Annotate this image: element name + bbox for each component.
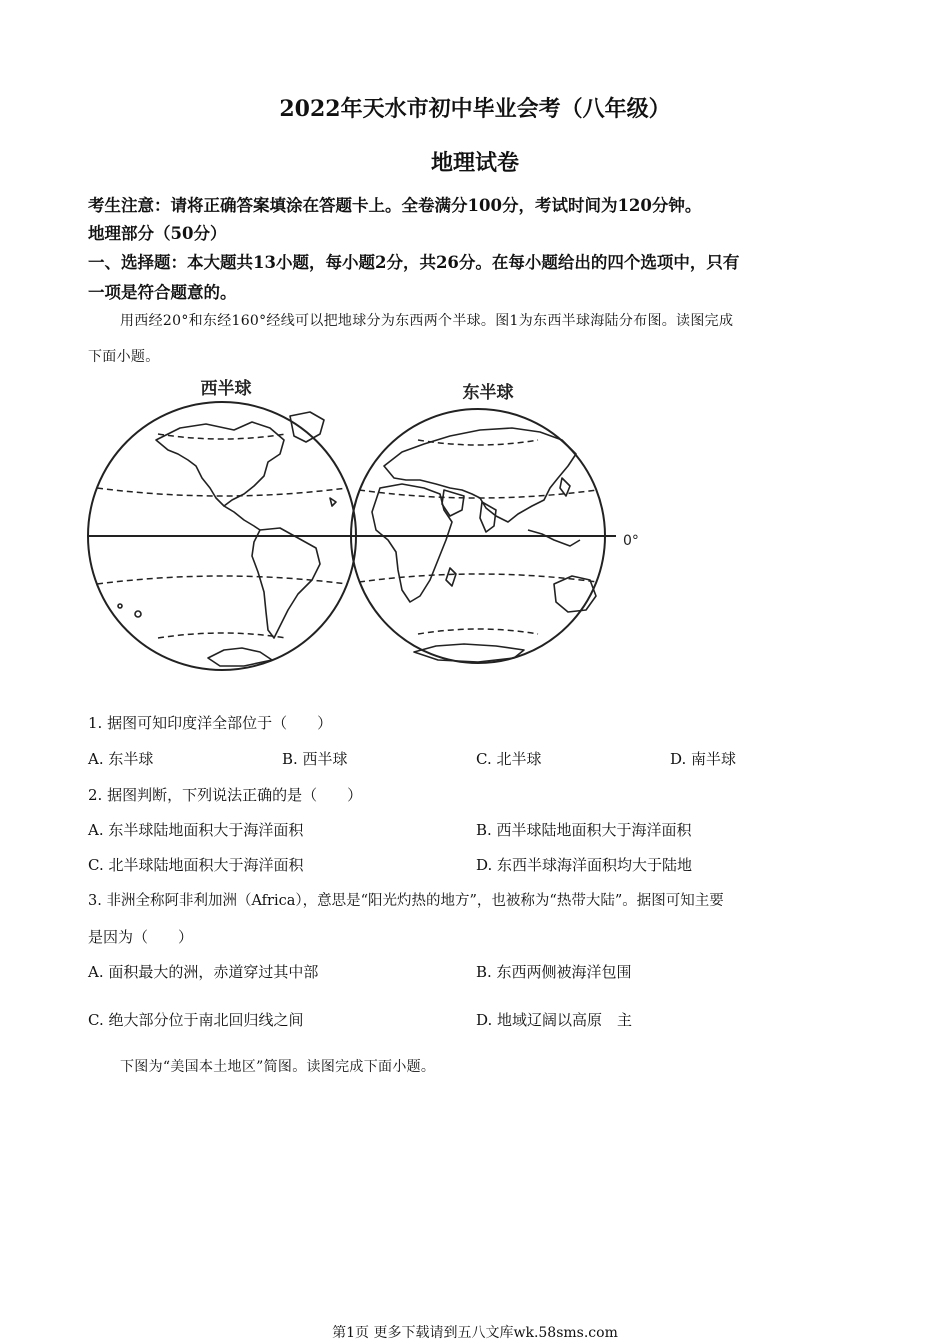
question-2-option-d[interactable]: D. 东西半球海洋面积均大于陆地	[476, 856, 693, 874]
exam-title: 2022年天水市初中毕业会考（八年级）	[279, 96, 671, 122]
question-1-stem: 1. 据图可知印度洋全部位于（ ）	[88, 714, 333, 732]
west-hemisphere-label: 西半球	[200, 379, 252, 399]
page-footer: 第1页 更多下载请到五八文库wk.58sms.com	[332, 1325, 618, 1341]
intro2-line: 下图为“美国本土地区”简图。读图完成下面小题。	[120, 1059, 436, 1075]
question-3-stem-line2: 是因为（ ）	[88, 928, 194, 946]
question-2-option-b[interactable]: B. 西半球陆地面积大于海洋面积	[476, 821, 692, 839]
question-2-option-a[interactable]: A. 东半球陆地面积大于海洋面积	[88, 821, 304, 839]
exam-subtitle: 地理试卷	[430, 150, 519, 176]
intro1-line1: 用西经20°和东经160°经线可以把地球分为东西两个半球。图1为东西半球海陆分布图。读图完成	[120, 313, 734, 329]
question-1-option-d[interactable]: D. 南半球	[670, 750, 737, 768]
question-1-option-c[interactable]: C. 北半球	[476, 750, 542, 768]
question-3-option-a[interactable]: A. 面积最大的洲，赤道穿过其中部	[88, 963, 319, 981]
hemisphere-map	[84, 370, 654, 680]
intro1-line2: 下面小题。	[88, 349, 160, 365]
candidate-notice: 考生注意：请将正确答案填涂在答题卡上。全卷满分100分，考试时间为120分钟。	[88, 196, 702, 215]
question-3-option-d[interactable]: D. 地域辽阔以高原 主	[476, 1011, 633, 1029]
equator-label: 0°	[623, 533, 639, 549]
americas-outline	[118, 412, 336, 666]
question-1-option-b[interactable]: B. 西半球	[282, 750, 348, 768]
east-hemisphere-label: 东半球	[462, 383, 514, 403]
question-3-stem-line1: 3. 非洲全称阿非利加洲（Africa），意思是“阳光灼热的地方”，也被称为“热带大陆”。据图可知主要	[88, 893, 724, 909]
part1-instruction-line1: 一、选择题：本大题共13小题，每小题2分，共26分。在每小题给出的四个选项中，只有	[88, 253, 740, 272]
question-3-option-b[interactable]: B. 东西两侧被海洋包围	[476, 963, 632, 981]
question-2-stem: 2. 据图判断，下列说法正确的是（ ）	[88, 786, 363, 804]
section-heading: 地理部分（50分）	[88, 224, 227, 243]
part1-instruction-line2: 一项是符合题意的。	[88, 283, 237, 302]
question-1-option-a[interactable]: A. 东半球	[88, 750, 154, 768]
question-3-option-c[interactable]: C. 绝大部分位于南北回归线之间	[88, 1011, 304, 1029]
afro-eurasia-outline	[372, 428, 596, 662]
question-2-option-c[interactable]: C. 北半球陆地面积大于海洋面积	[88, 856, 304, 874]
